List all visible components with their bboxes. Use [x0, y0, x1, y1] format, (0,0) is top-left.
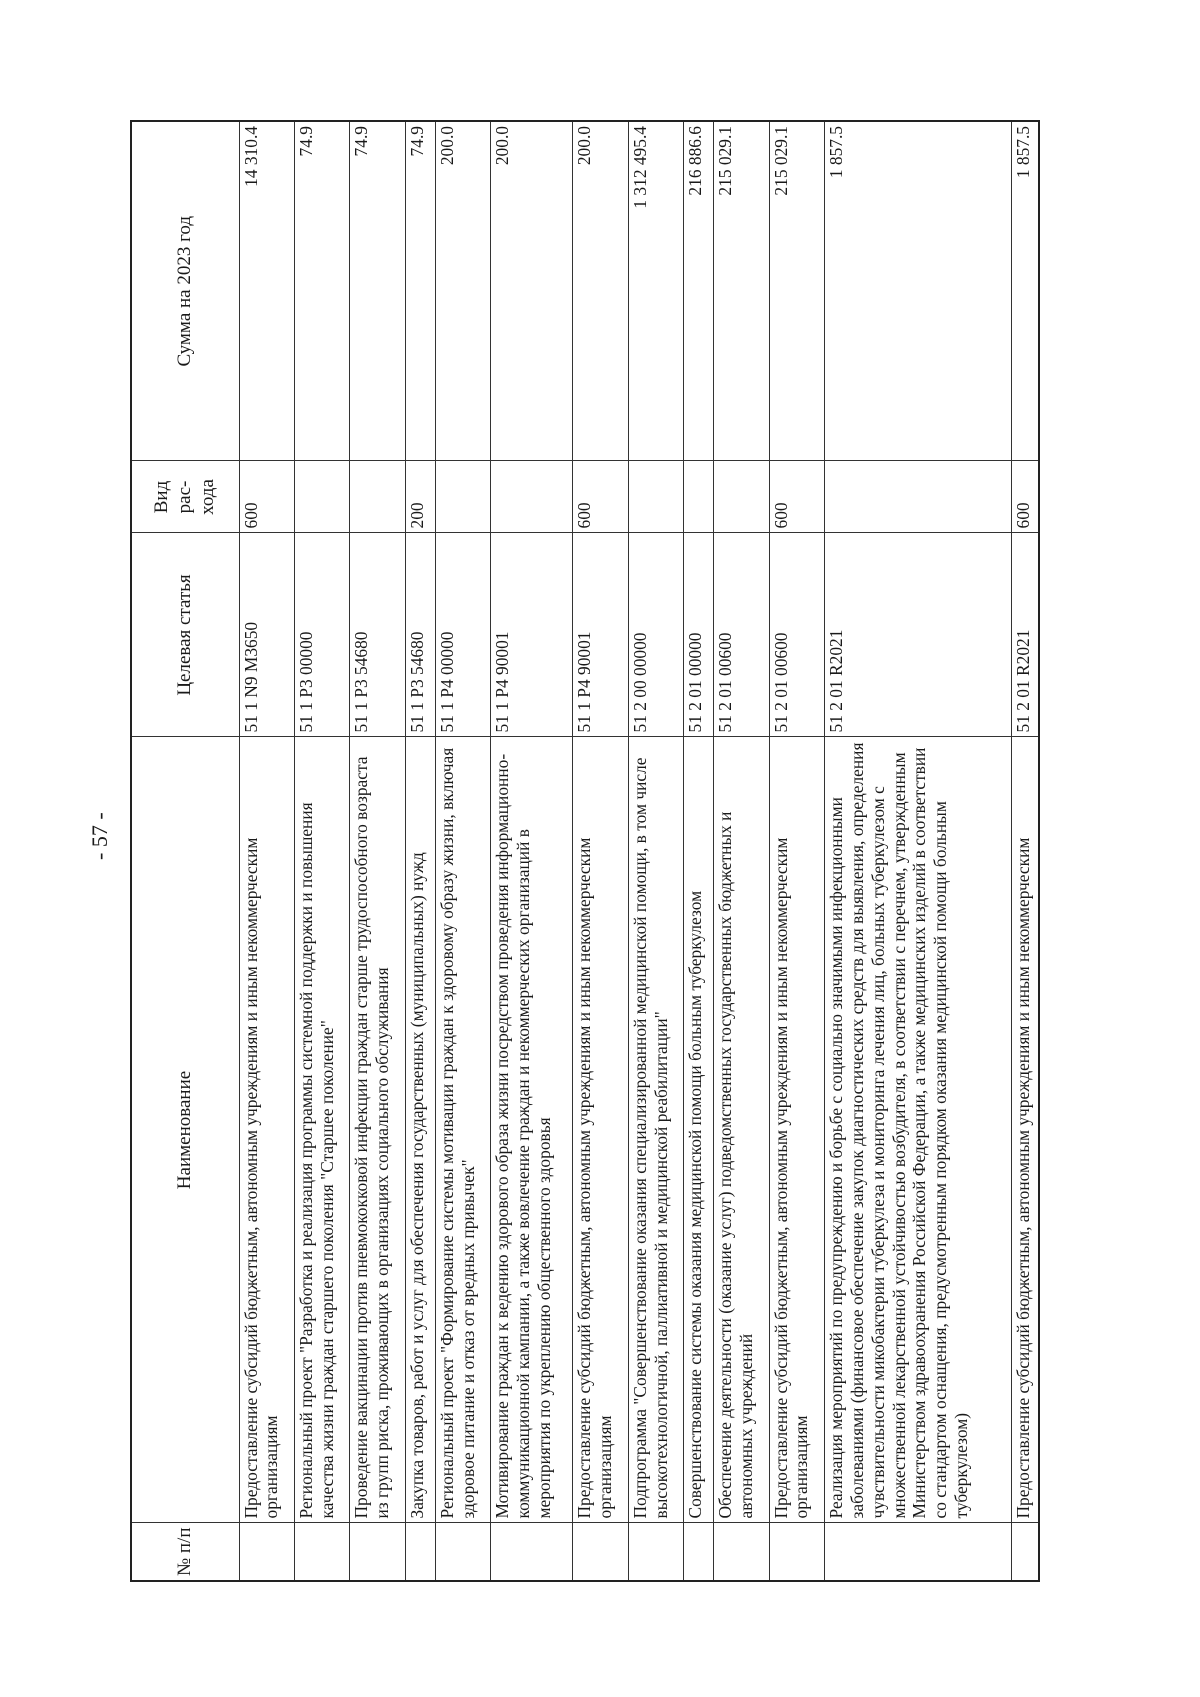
row-code: 51 1 P3 54680	[405, 533, 435, 737]
table-row	[684, 121, 714, 1581]
row-sum: 1 312 495.4	[628, 121, 683, 461]
row-name: Обеспечение деятельности (оказание услуг) подведомственных государственных бюджетных и автономных учреждений	[714, 737, 769, 1523]
row-name: Совершенствование системы оказания медицинской помощи больным туберкулезом	[684, 737, 714, 1523]
header-sum: Сумма на 2023 год	[131, 121, 239, 461]
table-row	[1011, 121, 1039, 1581]
row-code: 51 1 P4 90001	[573, 533, 628, 737]
row-name: Региональный проект "Формирование системы мотивации граждан к здоровому образу жизни, включая здоровое питание и отказ от вредных привычек"	[435, 737, 490, 1523]
header-name: Наименование	[131, 737, 239, 1523]
rotated-table-wrapper	[130, 122, 1040, 1582]
row-num	[824, 1523, 1011, 1581]
row-code: 51 2 01 R2021	[824, 533, 1011, 737]
row-sum: 215 029.1	[769, 121, 824, 461]
row-num	[573, 1523, 628, 1581]
row-num	[1011, 1523, 1039, 1581]
row-name: Региональный проект "Разработка и реализация программы системной поддержки и повышения качества жизни граждан старшего поколения "Старшее поколение"	[294, 737, 349, 1523]
table-row	[824, 121, 1011, 1581]
table-row	[350, 121, 405, 1581]
row-sum: 1 857.5	[824, 121, 1011, 461]
row-sum: 1 857.5	[1011, 121, 1039, 461]
table-row	[435, 121, 490, 1581]
row-type	[294, 461, 349, 533]
row-sum: 74.9	[350, 121, 405, 461]
budget-table	[130, 120, 1040, 1582]
row-code: 51 2 00 00000	[628, 533, 683, 737]
row-name: Реализация мероприятий по предупреждению и борьбе с социально значимыми инфекционными заболеваниями (финансовое обеспечение закупок диагностических средств для выявления, определения чувствительности микобактерии туберкулеза и мониторинга лечения лиц, больных туберкулезом с множественной лекарственной устойчивостью возбудителя, в соответствии с перечнем, утвержденным Министерством здравоохранения Российской Федерации, а также медицинских изделий в соответствии со стандартом оснащения, предусмотренным порядком оказания медицинской помощи больным туберкулезом)	[824, 737, 1011, 1523]
row-num	[435, 1523, 490, 1581]
row-type	[491, 461, 573, 533]
row-type: 200	[405, 461, 435, 533]
row-num	[714, 1523, 769, 1581]
row-name: Закупка товаров, работ и услуг для обеспечения государственных (муниципальных) нужд	[405, 737, 435, 1523]
row-type	[350, 461, 405, 533]
row-code: 51 1 N9 M3650	[239, 533, 294, 737]
row-sum: 14 310.4	[239, 121, 294, 461]
row-type: 600	[573, 461, 628, 533]
row-num	[294, 1523, 349, 1581]
table-row	[769, 121, 824, 1581]
row-sum: 200.0	[573, 121, 628, 461]
row-code: 51 2 01 00600	[769, 533, 824, 737]
header-code: Целевая статья	[131, 533, 239, 737]
row-sum: 74.9	[294, 121, 349, 461]
row-code: 51 1 P3 54680	[350, 533, 405, 737]
row-code: 51 1 P3 00000	[294, 533, 349, 737]
table-row	[573, 121, 628, 1581]
row-name: Предоставление субсидий бюджетным, автономным учреждениям и иным некоммерческим организациям	[769, 737, 824, 1523]
table-row	[294, 121, 349, 1581]
row-sum: 200.0	[491, 121, 573, 461]
header-num: № п/п	[131, 1523, 239, 1581]
row-num	[239, 1523, 294, 1581]
row-type: 600	[239, 461, 294, 533]
row-name: Мотивирование граждан к ведению здорового образа жизни посредством проведения информационно-коммуникационной кампании, а также вовлечение граждан и некоммерческих организаций в мероприятия по укреплению общественного здоровья	[491, 737, 573, 1523]
row-type	[628, 461, 683, 533]
row-type	[435, 461, 490, 533]
row-name: Предоставление субсидий бюджетным, автономным учреждениям и иным некоммерческим	[1011, 737, 1039, 1523]
table-row	[628, 121, 683, 1581]
row-code: 51 1 P4 90001	[491, 533, 573, 737]
table-row	[491, 121, 573, 1581]
row-num	[628, 1523, 683, 1581]
row-name: Предоставление субсидий бюджетным, автономным учреждениям и иным некоммерческим организациям	[239, 737, 294, 1523]
row-type: 600	[1011, 461, 1039, 533]
row-code: 51 2 01 00600	[714, 533, 769, 737]
row-num	[405, 1523, 435, 1581]
page-number: - 57 -	[87, 812, 112, 860]
row-sum: 216 886.6	[684, 121, 714, 461]
row-num	[769, 1523, 824, 1581]
row-type	[824, 461, 1011, 533]
row-type	[684, 461, 714, 533]
row-sum: 200.0	[435, 121, 490, 461]
row-num	[491, 1523, 573, 1581]
row-name: Предоставление субсидий бюджетным, автономным учреждениям и иным некоммерческим организациям	[573, 737, 628, 1523]
row-num	[350, 1523, 405, 1581]
row-code: 51 2 01 00000	[684, 533, 714, 737]
table-row	[714, 121, 769, 1581]
table-header-row	[131, 121, 239, 1581]
row-code: 51 2 01 R2021	[1011, 533, 1039, 737]
row-num	[684, 1523, 714, 1581]
header-type: Вид рас- хода	[131, 461, 239, 533]
table-row	[239, 121, 294, 1581]
row-type: 600	[769, 461, 824, 533]
row-sum: 74.9	[405, 121, 435, 461]
row-name: Подпрограмма "Совершенствование оказания специализированной медицинской помощи, в том числе высокотехнологичной, паллиативной и медицинской реабилитации"	[628, 737, 683, 1523]
table-row	[405, 121, 435, 1581]
row-sum: 215 029.1	[714, 121, 769, 461]
row-type	[714, 461, 769, 533]
row-name: Проведение вакцинации против пневмококковой инфекции граждан старше трудоспособного возраста из групп риска, проживающих в организациях социального обслуживания	[350, 737, 405, 1523]
row-code: 51 1 P4 00000	[435, 533, 490, 737]
